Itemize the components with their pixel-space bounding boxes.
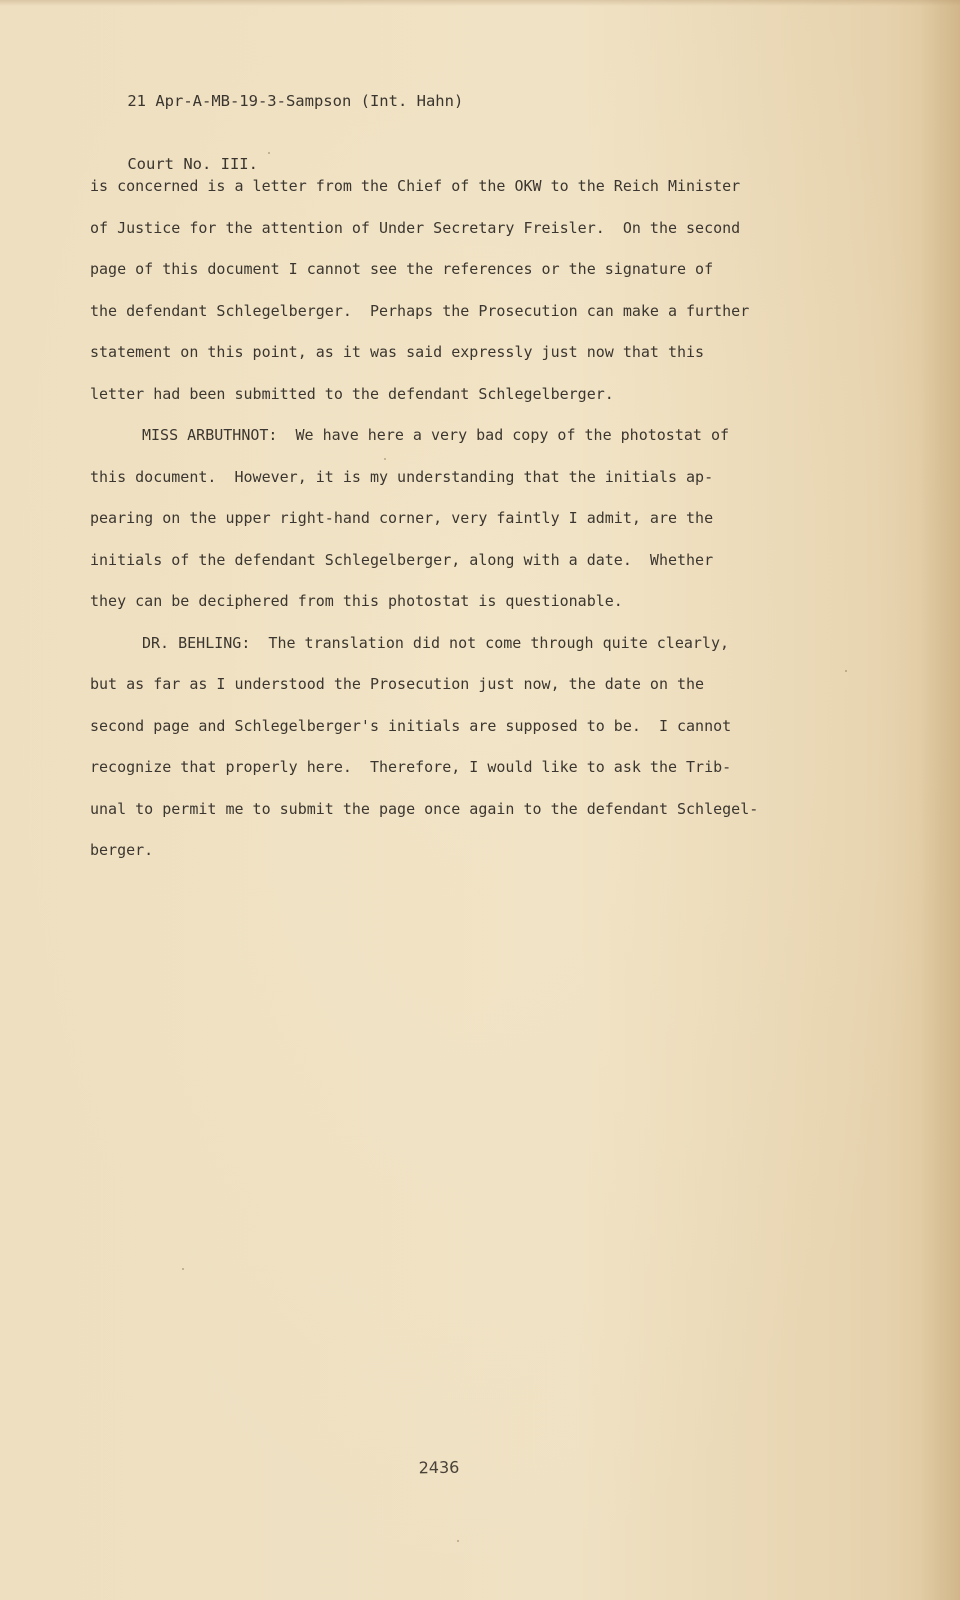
transcript-line: initials of the defendant Schlegelberger, along with a date. Whether bbox=[90, 550, 714, 569]
transcript-line: letter had been submitted to the defendant Schlegelberger. bbox=[90, 384, 614, 403]
transcript-line: this document. However, it is my understanding that the initials ap- bbox=[90, 467, 714, 486]
transcript-line: DR. BEHLING: The translation did not come through quite clearly, bbox=[142, 633, 729, 652]
transcript-line: pearing on the upper right-hand corner, very faintly I admit, are the bbox=[90, 509, 714, 527]
transcript-line: they can be deciphered from this photostat is questionable. bbox=[90, 592, 623, 610]
transcript-line: the defendant Schlegelberger. Perhaps the Prosecution can make a further bbox=[90, 301, 750, 320]
page-number: 2436 bbox=[418, 1457, 460, 1478]
page-top-edge bbox=[0, 0, 960, 6]
transcript-line: of Justice for the attention of Under Secretary Freisler. On the second bbox=[90, 218, 741, 237]
transcript-line: unal to permit me to submit the page once again to the defendant Schlegel- bbox=[90, 799, 759, 818]
transcript-line: recognize that properly here. Therefore, I would like to ask the Trib- bbox=[90, 758, 732, 776]
transcript-line: second page and Schlegelberger's initials are supposed to be. I cannot bbox=[90, 716, 732, 735]
transcript-line: is concerned is a letter from the Chief of the OKW to the Reich Minister bbox=[90, 177, 741, 195]
transcript-line: page of this document I cannot see the references or the signature of bbox=[90, 260, 714, 278]
transcript-body bbox=[90, 166, 870, 872]
page-edge-shadow bbox=[920, 0, 960, 1600]
header-court-line: Court No. III. bbox=[127, 155, 258, 173]
header-reference-line: 21 Apr-A-MB-19-3-Sampson (Int. Hahn) bbox=[127, 92, 464, 110]
transcript-line: but as far as I understood the Prosecution just now, the date on the bbox=[90, 675, 705, 693]
transcript-line: berger. bbox=[90, 841, 154, 859]
transcript-line: statement on this point, as it was said expressly just now that this bbox=[90, 343, 705, 361]
paper-speck bbox=[182, 1268, 184, 1270]
paper-speck bbox=[457, 1540, 459, 1542]
transcript-line: MISS ARBUTHNOT: We have here a very bad copy of the photostat of bbox=[142, 426, 729, 444]
